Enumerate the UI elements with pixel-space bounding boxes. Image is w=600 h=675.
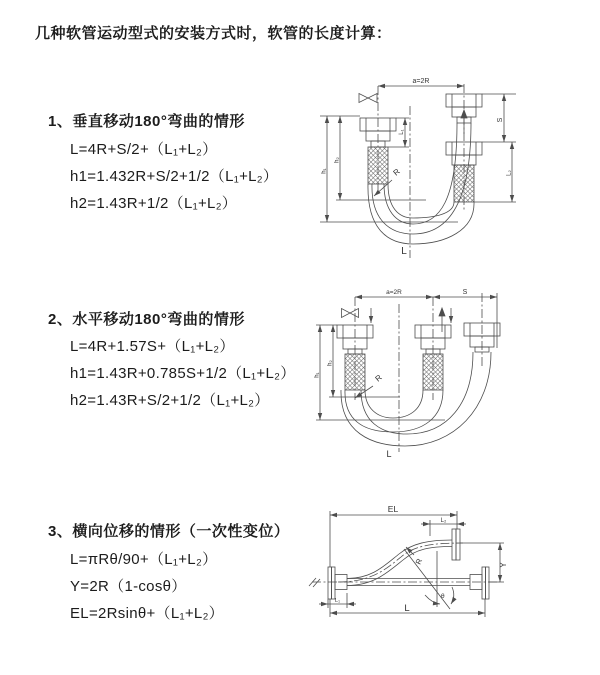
d3-label-r: R	[413, 557, 425, 566]
d3-label-el: EL	[387, 504, 399, 514]
diagram-lateral-displacement	[300, 503, 600, 653]
d2-label-h2: h₂	[327, 360, 334, 366]
dim-s	[474, 94, 516, 202]
braided-hose-section	[423, 354, 443, 390]
displaced-flange	[452, 529, 460, 560]
braided-hose-section	[368, 147, 388, 184]
dim-h	[320, 116, 458, 222]
left-fitting	[360, 118, 396, 184]
d3-label-l2: L₂	[440, 518, 447, 524]
braided-hose-section	[345, 354, 365, 390]
valve-icon	[342, 309, 359, 318]
section-2-formula-L: L=4R+1.57S+（L₁+L₂）	[70, 338, 235, 355]
section-3-heading: 3、横向位移的情形（一次性变位）	[48, 523, 290, 540]
section-2-heading: 2、水平移动180°弯曲的情形	[48, 311, 245, 328]
section-2-formula-h2: h2=1.43R+S/2+1/2（L₁+L₂）	[70, 392, 270, 409]
valve-icon	[359, 94, 377, 103]
d1-label-a2r: a=2R	[412, 78, 430, 85]
d2-label-s: S	[462, 289, 468, 296]
section-1-heading: 1、垂直移动180°弯曲的情形	[48, 113, 245, 130]
page-title: 几种软管运动型式的安装方式时，软管的长度计算：	[35, 25, 392, 42]
movement-arrow-up	[461, 110, 467, 134]
section-1-formula-h2: h2=1.43R+1/2（L₁+L₂）	[70, 195, 238, 212]
d2-label-a2r: a=2R	[386, 289, 402, 296]
d3-label-theta: θ	[441, 593, 445, 600]
angle-construction	[404, 549, 454, 609]
d1-label-r: R	[391, 166, 402, 178]
centerlines	[355, 293, 482, 452]
section-2-formula-h1: h1=1.43R+0.785S+1/2（L₁+L₂）	[70, 365, 296, 382]
section-1-formula-L: L=4R+S/2+（L₁+L₂）	[70, 141, 218, 158]
d3-label-l: L	[404, 603, 410, 614]
d2-label-r: R	[373, 372, 384, 384]
diagram-vertical-180-bend	[308, 72, 598, 264]
section-3-formula-EL: EL=2Rsinθ+（L₁+L₂）	[70, 605, 224, 622]
d2-label-l: L	[386, 449, 392, 459]
straight-pipe	[347, 567, 489, 599]
d1-label-s: S	[497, 117, 504, 123]
d1-label-h2: h₂	[334, 157, 341, 163]
d3-label-l1: L₁	[335, 598, 340, 604]
d1-label-h1: h₁	[321, 168, 328, 174]
section-1-formula-h1: h1=1.432R+S/2+1/2（L₁+L₂）	[70, 168, 279, 185]
d1-label-l: L	[401, 246, 407, 257]
d3-label-y: Y	[499, 562, 508, 568]
left-flange	[328, 567, 347, 599]
section-3-formula-L: L=πRθ/90+（L₁+L₂）	[70, 551, 218, 568]
d1-label-l2: L₂	[506, 170, 513, 176]
diagram-horizontal-180-bend	[305, 282, 600, 467]
d1-label-l1: L₁	[399, 129, 405, 135]
break-symbol	[309, 578, 320, 587]
section-3-formula-Y: Y=2R（1-cosθ）	[70, 578, 187, 595]
braided-hose-section	[454, 165, 474, 202]
reference-arrows	[371, 308, 451, 332]
d2-label-h1: h₁	[314, 372, 321, 378]
